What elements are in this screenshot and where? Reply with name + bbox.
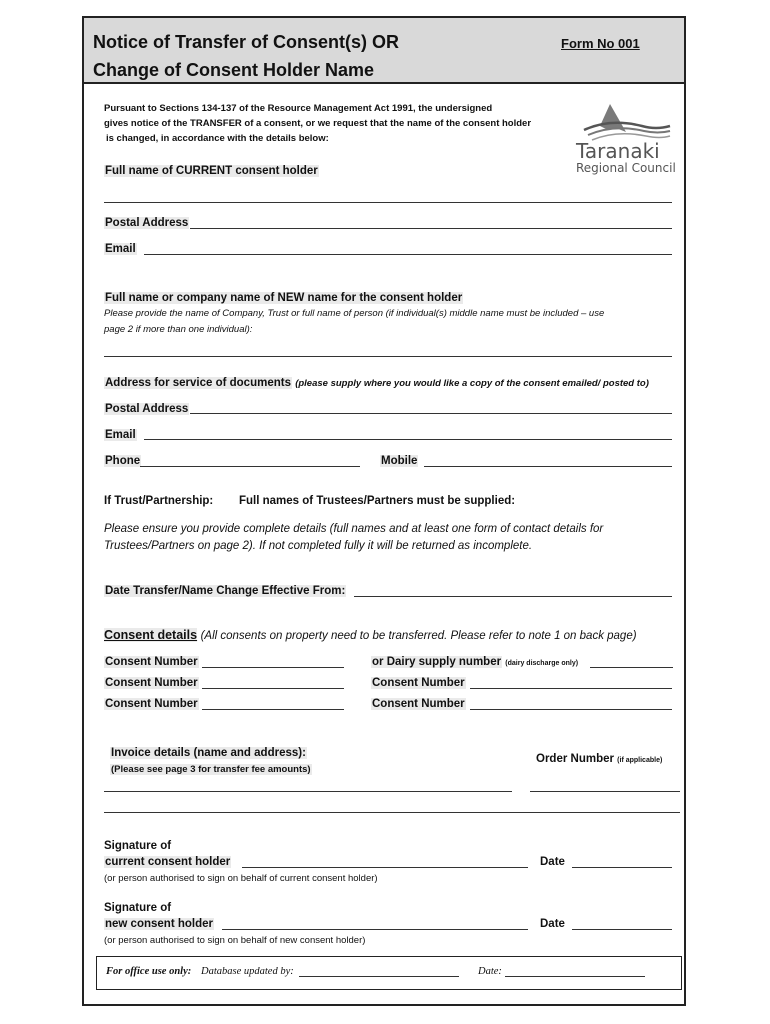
mobile-field[interactable] bbox=[424, 466, 672, 467]
invoice-field-2[interactable] bbox=[104, 812, 680, 813]
service-postal-label: Postal Address bbox=[105, 403, 189, 415]
service-address-label: Address for service of documents (please supply where you would like a copy of the consent emailed/ posted to) bbox=[105, 377, 649, 389]
new-signature-note: (or person authorised to sign on behalf of new consent holder) bbox=[104, 935, 366, 946]
consent-number-label-2: Consent Number bbox=[105, 677, 198, 689]
office-date-field[interactable] bbox=[505, 976, 645, 977]
form-title-line1: Notice of Transfer of Consent(s) OR bbox=[93, 32, 400, 52]
invoice-fee-note: (Please see page 3 for transfer fee amounts) bbox=[111, 764, 311, 775]
current-email-field[interactable] bbox=[144, 254, 672, 255]
new-signature-date-field[interactable] bbox=[572, 929, 672, 930]
new-signature-label-1: Signature of bbox=[104, 902, 172, 914]
logo-text-taranaki: Taranaki bbox=[576, 139, 660, 163]
phone-field[interactable] bbox=[140, 466, 360, 467]
consent-number-label-4: Consent Number bbox=[105, 698, 198, 710]
consent-number-field-5[interactable] bbox=[470, 709, 672, 710]
phone-label: Phone bbox=[105, 455, 141, 467]
consent-number-field-1[interactable] bbox=[202, 667, 344, 668]
new-holder-label: Full name or company name of NEW name for the consent holder bbox=[105, 292, 463, 304]
current-email-label: Email bbox=[105, 243, 136, 255]
invoice-details-label: Invoice details (name and address): bbox=[111, 747, 306, 759]
current-signature-field[interactable] bbox=[242, 867, 528, 868]
order-number-label: Order Number (if applicable) bbox=[536, 753, 663, 765]
new-holder-note-1: Please provide the name of Company, Trust or full name of person (if individual(s) middle name must be included – use bbox=[104, 308, 605, 319]
consent-number-field-3[interactable] bbox=[470, 688, 672, 689]
consent-number-label-1: Consent Number bbox=[105, 656, 198, 668]
dairy-supply-label: or Dairy supply number (dairy discharge only) bbox=[372, 656, 579, 668]
current-signature-date-label: Date bbox=[540, 856, 565, 868]
current-signature-label-1: Signature of bbox=[104, 840, 172, 852]
form-number: Form No 001 bbox=[561, 36, 640, 51]
consent-number-label-5: Consent Number bbox=[372, 698, 465, 710]
new-holder-name-field[interactable] bbox=[104, 356, 672, 357]
current-holder-label: Full name of CURRENT consent holder bbox=[105, 165, 318, 177]
consent-number-field-4[interactable] bbox=[202, 709, 344, 710]
office-use-label: For office use only: bbox=[106, 966, 192, 977]
current-postal-label: Postal Address bbox=[105, 217, 189, 229]
current-signature-label-2: current consent holder bbox=[105, 856, 231, 868]
consent-number-field-2[interactable] bbox=[202, 688, 344, 689]
current-signature-note: (or person authorised to sign on behalf of current consent holder) bbox=[104, 873, 378, 884]
trust-instructions-1: Please ensure you provide complete details (full names and at least one form of contact details for bbox=[104, 523, 604, 535]
service-email-label: Email bbox=[105, 429, 136, 441]
current-signature-date-field[interactable] bbox=[572, 867, 672, 868]
invoice-field-1[interactable] bbox=[104, 791, 512, 792]
dairy-supply-field[interactable] bbox=[590, 667, 673, 668]
database-updated-label: Database updated by: bbox=[201, 966, 294, 977]
new-signature-field[interactable] bbox=[222, 929, 528, 930]
new-signature-date-label: Date bbox=[540, 918, 565, 930]
current-postal-field[interactable] bbox=[190, 228, 672, 229]
order-number-field[interactable] bbox=[530, 791, 680, 792]
service-postal-field[interactable] bbox=[190, 413, 672, 414]
office-date-label: Date: bbox=[478, 966, 502, 977]
consent-details-heading: Consent details (All consents on property need to be transferred. Please refer to note 1 on back page) bbox=[104, 628, 637, 642]
trust-note: Full names of Trustees/Partners must be supplied: bbox=[239, 495, 516, 507]
new-holder-note-2: page 2 if more than one individual): bbox=[104, 324, 253, 335]
consent-number-label-3: Consent Number bbox=[372, 677, 465, 689]
database-updated-field[interactable] bbox=[299, 976, 459, 977]
logo-text-regional-council: Regional Council bbox=[576, 161, 676, 175]
new-signature-label-2: new consent holder bbox=[105, 918, 213, 930]
service-email-field[interactable] bbox=[144, 439, 672, 440]
intro-line-3: is changed, in accordance with the details below: bbox=[106, 133, 329, 144]
form-title-line2: Change of Consent Holder Name bbox=[93, 60, 375, 80]
mobile-label: Mobile bbox=[381, 455, 418, 467]
intro-line-2: gives notice of the TRANSFER of a consent, or we request that the name of the consent holder bbox=[104, 118, 532, 129]
date-effective-label: Date Transfer/Name Change Effective From: bbox=[105, 585, 346, 597]
current-holder-name-field[interactable] bbox=[104, 202, 672, 203]
intro-line-1: Pursuant to Sections 134-137 of the Resource Management Act 1991, the undersigned bbox=[104, 103, 493, 114]
date-effective-field[interactable] bbox=[354, 596, 672, 597]
trust-label: If Trust/Partnership: bbox=[104, 495, 214, 507]
trust-instructions-2: Trustees/Partners on page 2). If not completed fully it will be returned as incomplete. bbox=[104, 540, 533, 552]
